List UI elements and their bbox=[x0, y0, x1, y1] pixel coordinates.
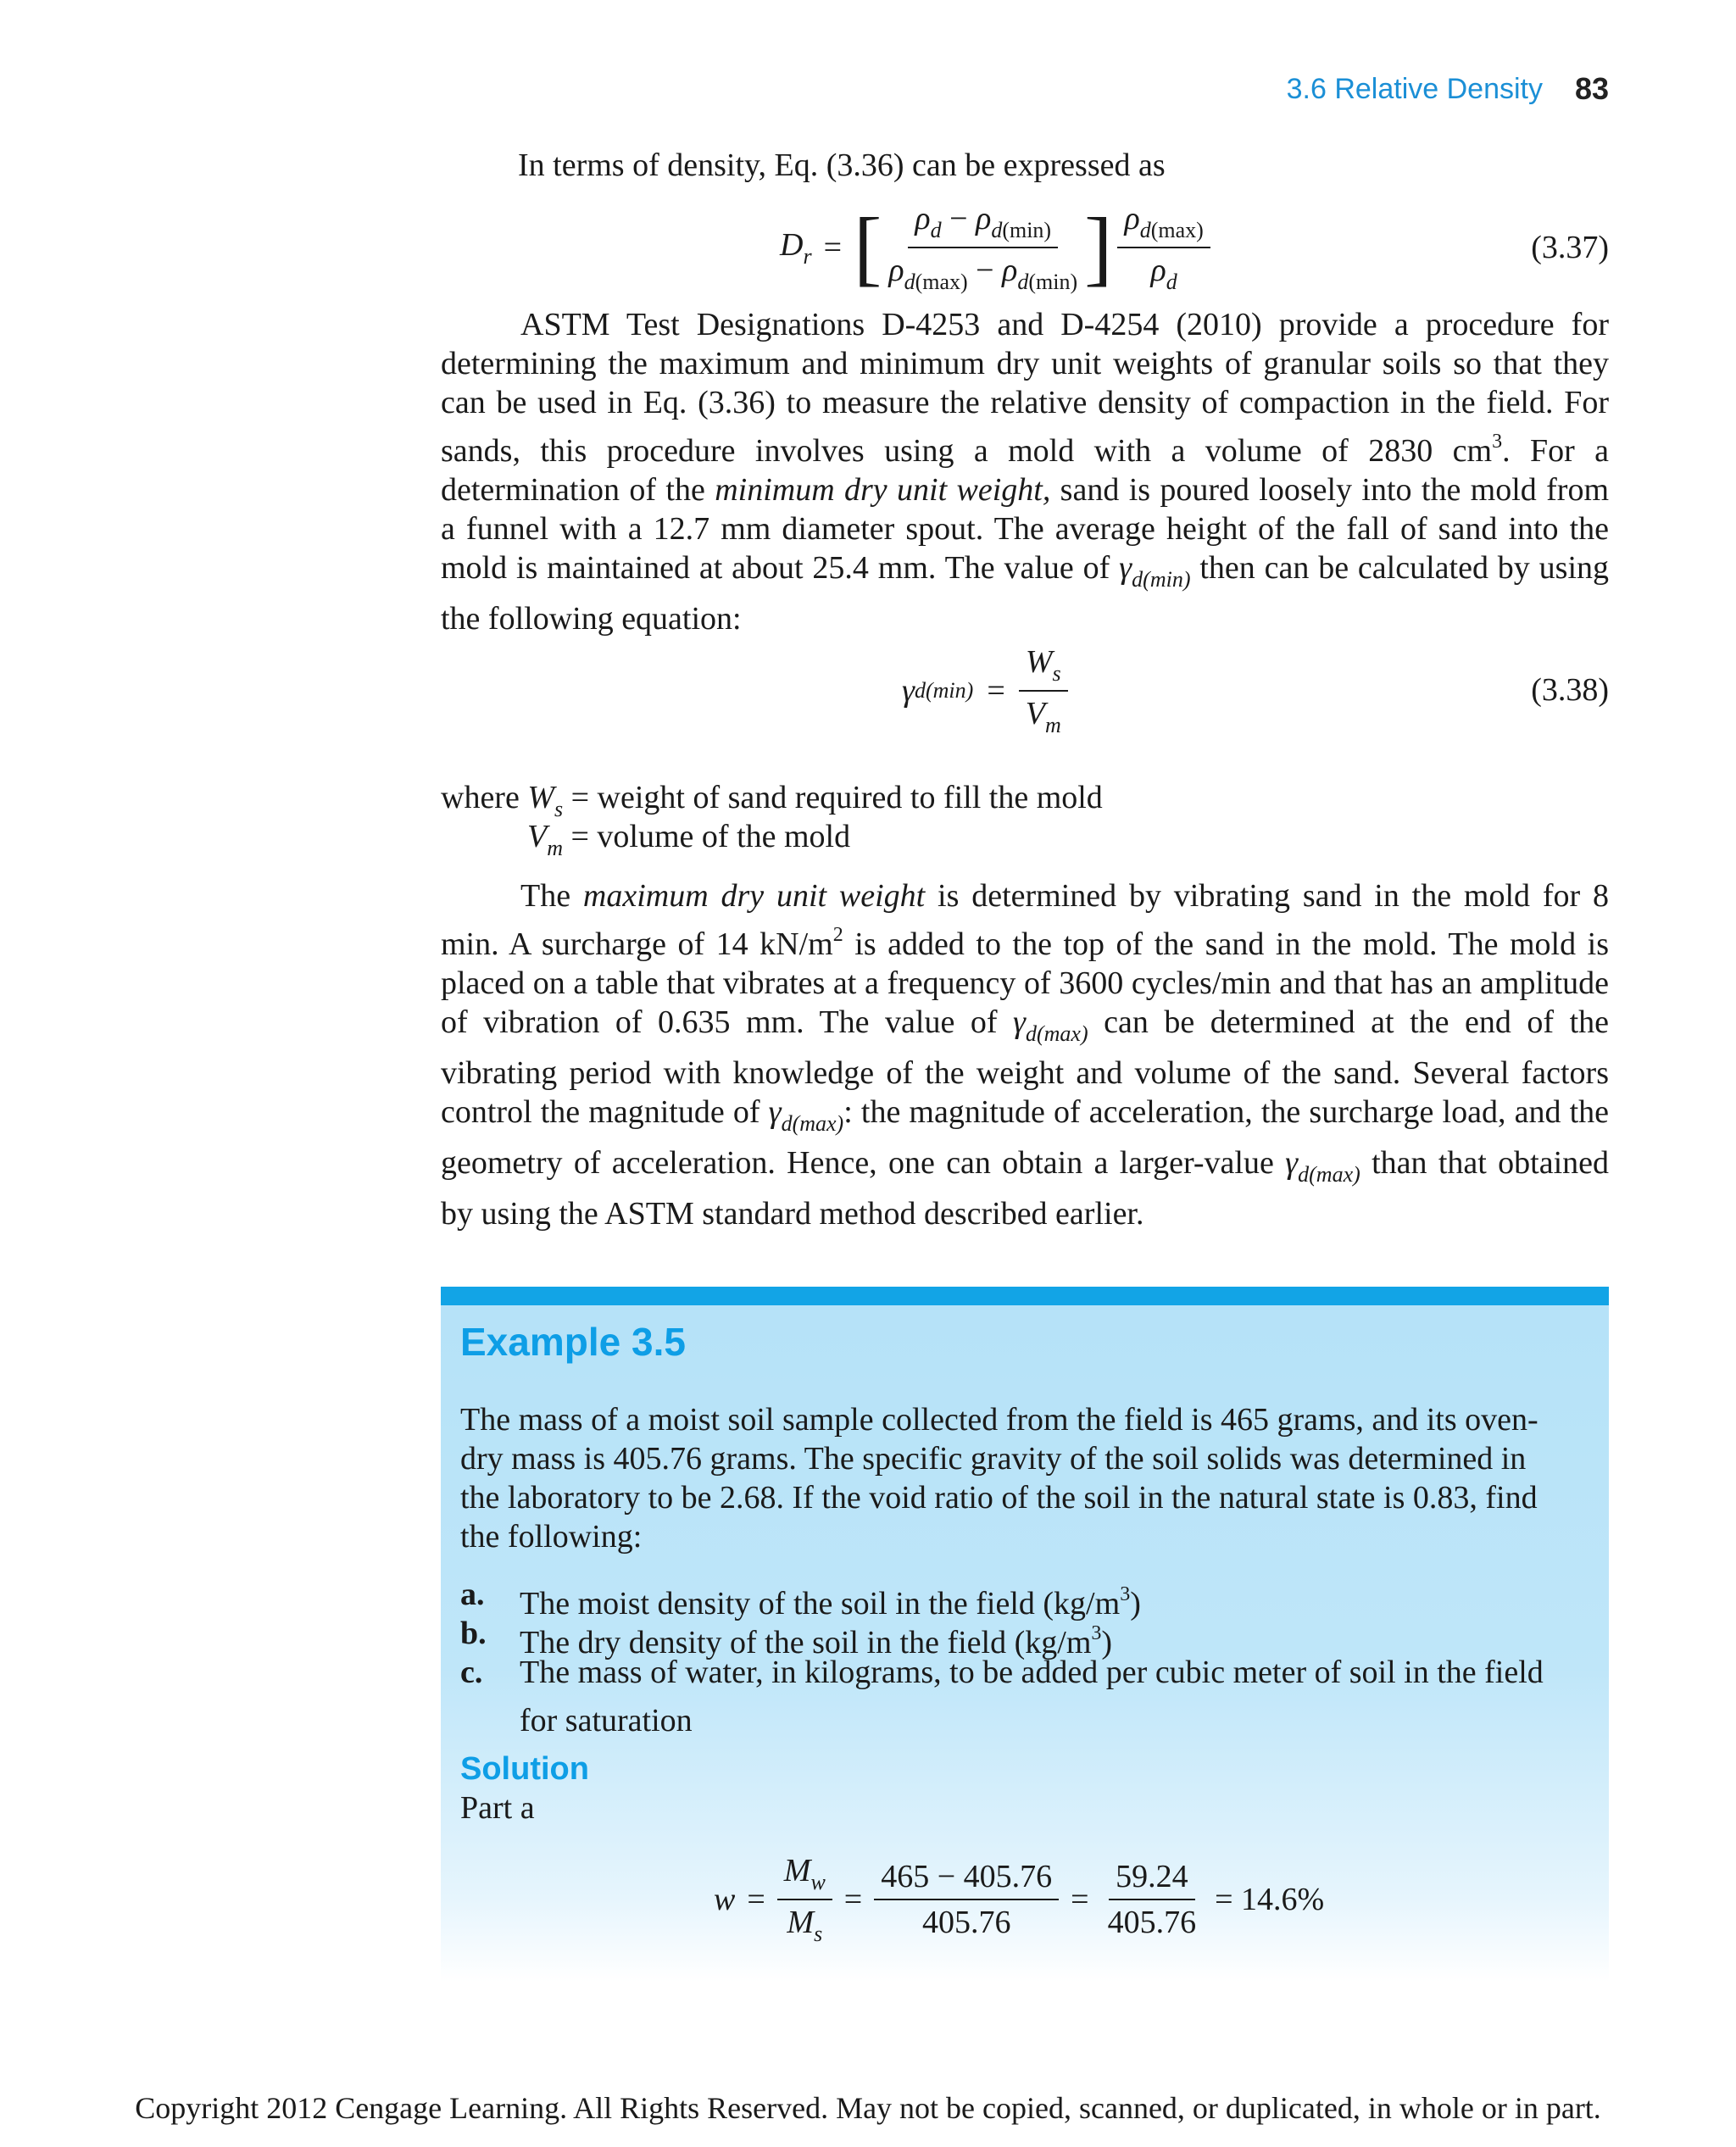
eq337-fraction-2: $\frac{\rho_{d(max)}}{\rho_d}$ bbox=[1117, 200, 1210, 295]
eq337-equals: = bbox=[823, 230, 843, 265]
example-problem-text: The mass of a moist soil sample collected from the field is 465 grams, and its oven-dry mass is 405.76 grams. The specific gravity of the soil solids was determined in the laboratory to be 2.68. If the void ratio of the soil in the natural state is 0.83, find the following: bbox=[460, 1402, 1538, 1555]
equation-number-3-38: (3.38) bbox=[1531, 672, 1609, 708]
intro-text: In terms of density, Eq. (3.36) can be expressed as bbox=[518, 147, 1166, 183]
solution-label: Solution bbox=[460, 1751, 589, 1787]
list-item-b: b. The dry density of the soil in the field $(kg/m^3)$ bbox=[460, 1616, 1113, 1660]
solution-fraction-3: $\frac{59.24}{405.76}$ bbox=[1107, 1859, 1197, 1940]
equation-3-38: γ d(min) = $\frac{W_s}{V_m}$ bbox=[902, 646, 1068, 736]
example-title: Example 3.5 bbox=[460, 1320, 686, 1364]
where-clause-vm: $V_m$ = volume of the mold bbox=[527, 819, 851, 860]
paragraph-max-dry-unit-weight: The maximum dry unit weight is determined by vibrating sand in the mold for 8 min. A surcharge of 14 $kN/m^2$ is added to the top of the sand in the mold. The mold is placed on a table that vibrates at a frequency of 3600 cycles/min and that has an amplitude of vibration of 0.635 mm. The value of $\gamma_{d(max)}$ can be determined at the end of the vibrating period with knowledge of the weight and volume of the sand. Several factors control the magnitude of $\gamma_{d(max)}$: the magnitude of acceleration, the surcharge load, and the geometry of acceleration. Hence, one can obtain a larger-value $\gamma_{d(max)}$ than that obtained by using the ASTM standard method described earlier. bbox=[441, 878, 1609, 1232]
eq338-fraction: $\frac{W_s}{V_m}$ bbox=[1019, 643, 1068, 738]
where-clause-ws: where $W_s$ = weight of sand required to fill the mold bbox=[441, 780, 1103, 821]
eq337-fraction-1: $\frac{\rho_d - \rho_{d(min)}}{\rho_{d(max)} - \rho_{d(min)}}$ bbox=[888, 201, 1078, 294]
part-a-label: Part a bbox=[460, 1790, 535, 1826]
solution-fraction-2: $\frac{465 - 405.76}{405.76}$ bbox=[874, 1858, 1059, 1941]
equation-3-37 bbox=[780, 202, 1210, 293]
page-number: 83 bbox=[1574, 71, 1609, 106]
list-item-a: a. The moist density of the soil in the field $(kg/m^3)$ bbox=[460, 1577, 1141, 1621]
list-item-c: c. The mass of water, in kilograms, to be added per cubic meter of soil in the field for saturation bbox=[460, 1655, 1544, 1738]
solution-fraction-1: $\frac{M_w}{M_s}$ bbox=[777, 1852, 832, 1947]
solution-equation-water-content: w = $\frac{M_w}{M_s}$ = $\frac{465 - 405.76}{405.76}$ = $\frac{59.24}{405.76}$ = 14.6% bbox=[714, 1853, 1325, 1946]
right-bracket: ] bbox=[1084, 200, 1113, 294]
paragraph-astm: ASTM Test Designations D-4253 and D-4254 (2010) provide a procedure for determining the maximum and minimum dry unit weights of granular soils so that they can be used in Eq. (3.36) to measure the relative density of compaction in the field. For sands, this procedure involves using a mold with a volume of 2830 $cm^3$. For a determination of the minimum dry unit weight, sand is poured loosely into the mold from a funnel with a 12.7 mm diameter spout. The average height of the fall of sand into the mold is maintained at about 25.4 mm. The value of $\gamma_{d(min)}$ then can be calculated by using the following equation: bbox=[441, 307, 1610, 637]
running-header-section: 3.6 Relative Density bbox=[1286, 73, 1543, 105]
example-top-bar bbox=[441, 1287, 1609, 1305]
equation-number-3-37: (3.37) bbox=[1531, 230, 1609, 265]
left-bracket: [ bbox=[854, 200, 882, 294]
copyright-notice: Copyright 2012 Cengage Learning. All Rights Reserved. May not be copied, scanned, or duplicated, in whole or in part. bbox=[135, 2091, 1601, 2125]
eq337-lhs: $D_r$ bbox=[780, 226, 812, 269]
